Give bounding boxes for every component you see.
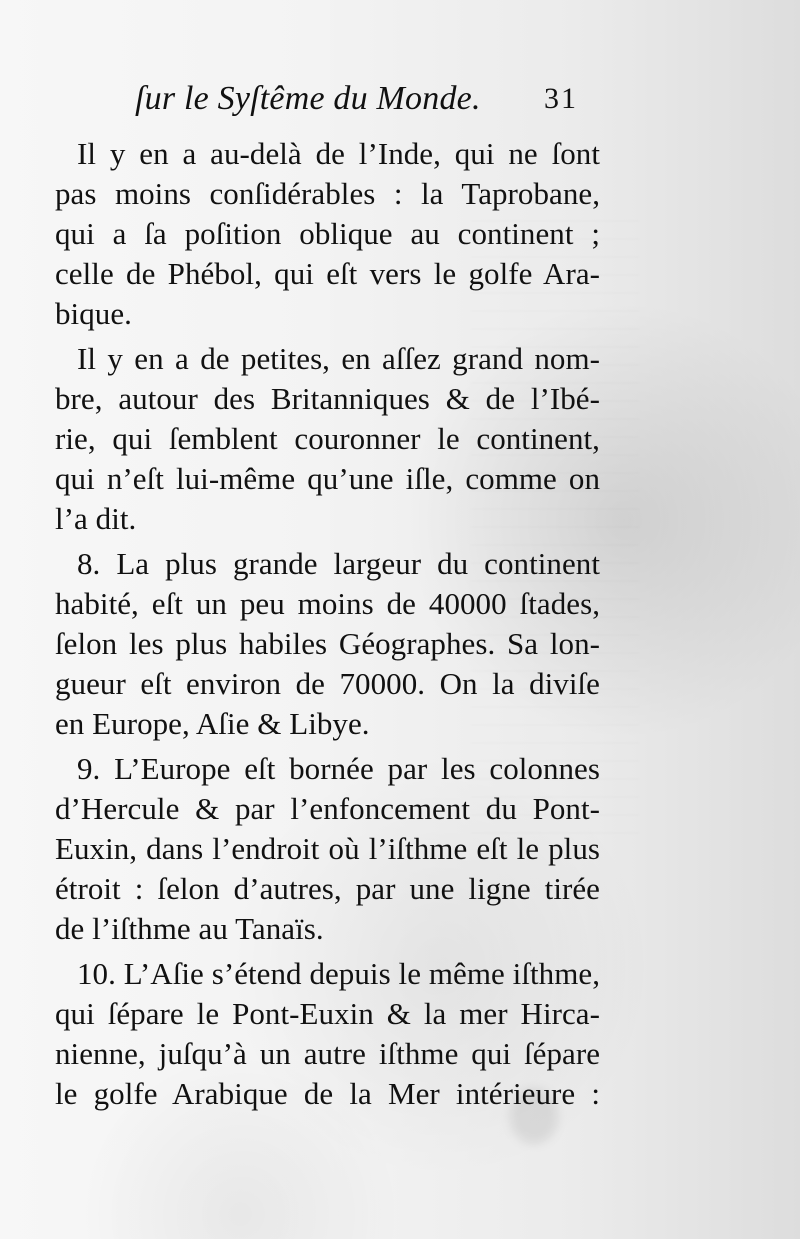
text-line: étroit : ſelon d’autres, par une ligne tirée xyxy=(55,871,600,906)
text-line: en Europe, Aſie & Libye. xyxy=(55,706,370,741)
paragraph-1 xyxy=(55,134,613,334)
text-line: 9. L’Europe eſt bornée par les colonnes xyxy=(77,751,600,786)
text-line: d’Hercule & par l’enfoncement du Pont- xyxy=(55,791,600,826)
text-line: bre, autour des Britanniques & de l’Ibé- xyxy=(55,381,600,416)
text-line: ſelon les plus habiles Géographes. Sa lon- xyxy=(55,626,600,661)
text-line: pas moins conſidérables : la Taprobane, xyxy=(55,176,600,211)
text-line: celle de Phébol, qui eſt vers le golfe Ara- xyxy=(55,256,600,291)
running-title: ſur le Syſtême du Monde. xyxy=(135,80,481,117)
text-line: le golfe Arabique de la Mer intérieure : xyxy=(55,1076,600,1111)
text-line: qui ſépare le Pont-Euxin & la mer Hirca- xyxy=(55,996,600,1031)
page-text xyxy=(55,82,613,1119)
text-line: 10. L’Aſie s’étend depuis le même iſthme, xyxy=(77,956,600,991)
text-line: Il y en a au-delà de l’Inde, qui ne ſont xyxy=(77,136,600,171)
paragraph-4 xyxy=(55,749,613,949)
text-line: Il y en a de petites, en aſſez grand nom- xyxy=(77,341,600,376)
text-line: 8. La plus grande largeur du continent xyxy=(77,546,600,581)
text-line: gueur eſt environ de 70000. On la diviſe xyxy=(55,666,600,701)
text-line: nienne, juſqu’à un autre iſthme qui ſépare xyxy=(55,1036,600,1071)
paragraph-3 xyxy=(55,544,613,744)
text-line: habité, eſt un peu moins de 40000 ſtades, xyxy=(55,586,600,621)
text-line: de l’iſthme au Tanaïs. xyxy=(55,911,324,946)
page-number: 31 xyxy=(544,82,578,115)
paragraph-5 xyxy=(55,954,613,1114)
text-line: qui a ſa poſition oblique au continent ; xyxy=(55,216,600,251)
text-line: qui n’eſt lui-même qu’une iſle, comme on xyxy=(55,461,600,496)
text-line: rie, qui ſemblent couronner le continent, xyxy=(55,421,600,456)
text-line: bique. xyxy=(55,296,132,331)
paragraph-2 xyxy=(55,339,613,539)
text-line: l’a dit. xyxy=(55,501,137,536)
running-head xyxy=(55,82,613,124)
text-line: Euxin, dans l’endroit où l’iſthme eſt le plus xyxy=(55,831,600,866)
